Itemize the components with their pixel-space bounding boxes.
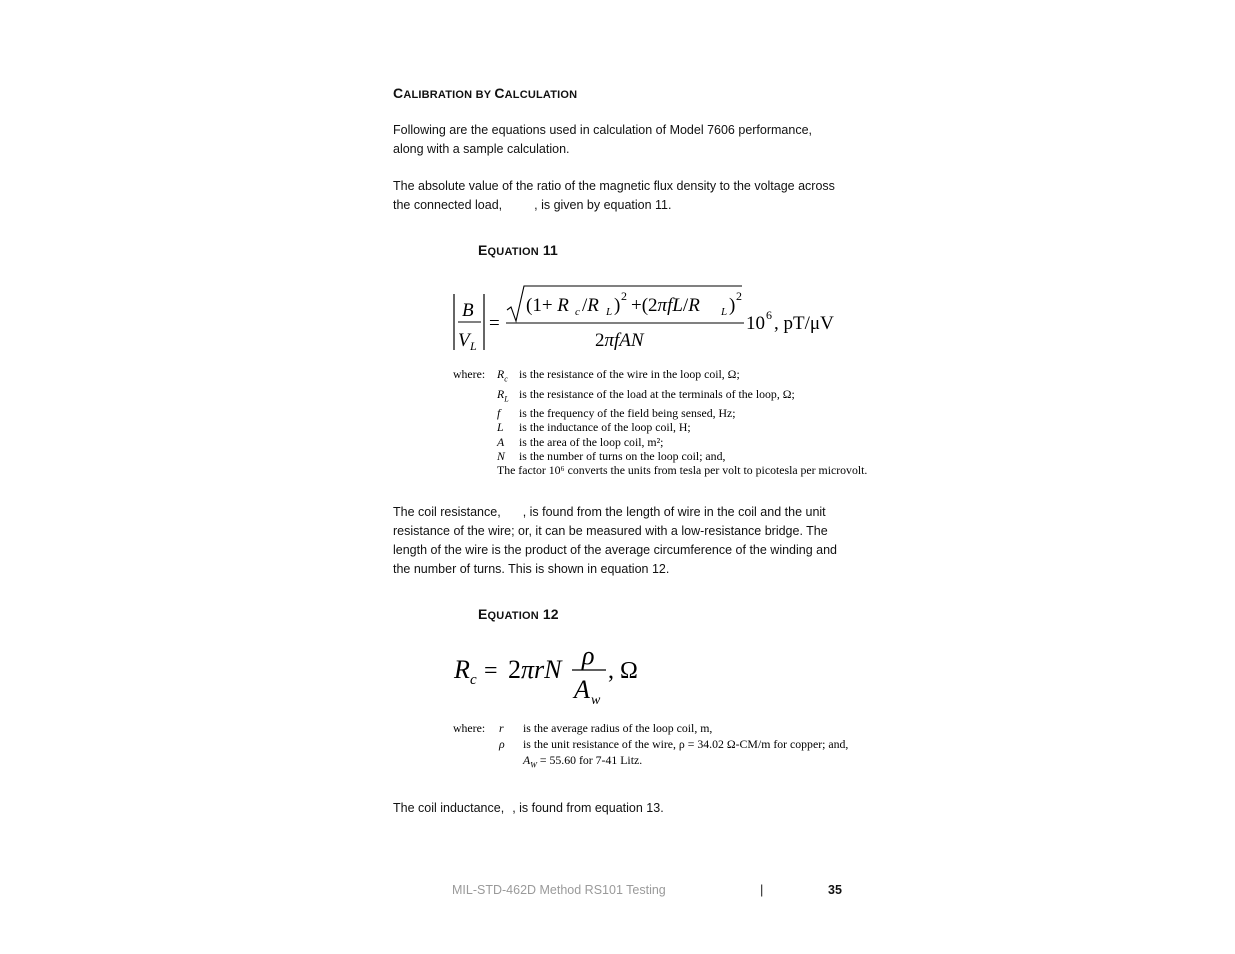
- definition-row: $R_L$ is the resistance of the load at the terminals of the loop, Ω;: [497, 386, 795, 403]
- equation-12-units: , Ω: [608, 658, 638, 684]
- svg-text:L: L: [606, 306, 613, 318]
- coil-resistance-paragraph: The coil resistance, , is found from the length of wire in the coil and the unit resistance of the wire; or, it can be measured with a low-resistance bridge. The length of the wire is the product of the average circumference of the winding and the number of turns. This is shown in equation 12.: [393, 505, 838, 576]
- page-number: 35: [828, 883, 842, 897]
- definition-row: where: $R_c$ is the resistance of the wire in the loop coil, Ω;: [453, 367, 740, 384]
- svg-text:R: R: [454, 655, 470, 684]
- ratio-paragraph-line1: The absolute value of the ratio of the magnetic flux density to the voltage across: [393, 179, 835, 193]
- svg-text:2πrN: 2πrN: [508, 655, 562, 684]
- svg-text:+(2πfL/R: +(2πfL/R: [631, 295, 700, 316]
- svg-text:B: B: [462, 300, 474, 321]
- definition-row: f is the frequency of the field being sensed, Hz;: [497, 406, 736, 421]
- svg-text:=: =: [484, 658, 498, 684]
- coil-inductance-paragraph: The coil inductance, , is found from equation 13.: [393, 801, 664, 815]
- svg-text:2πfAN: 2πfAN: [595, 330, 644, 351]
- factor-note: The factor 10⁶ converts the units from tesla per volt to picotesla per microvolt.: [497, 462, 868, 477]
- svg-text:V: V: [458, 330, 470, 351]
- section-heading: CALIBRATION BY CALCULATION: [393, 85, 578, 101]
- definition-row: L is the inductance of the loop coil, H;: [497, 420, 691, 435]
- intro-paragraph: Following are the equations used in calculation of Model 7606 performance, along with a sample calculation.: [393, 123, 813, 156]
- footer-separator: |: [760, 882, 764, 897]
- aw-line: $A_W$ = 55.60 for 7-41 Litz.: [523, 753, 643, 770]
- footer-title: MIL-STD-462D Method RS101 Testing: [452, 883, 666, 897]
- equation-11-definitions: [453, 367, 867, 477]
- definition-row: A is the area of the loop coil, m²;: [497, 434, 664, 449]
- svg-text:10: 10: [746, 313, 765, 334]
- svg-text:=: =: [489, 313, 500, 334]
- definition-row: ρ is the unit resistance of the wire, ρ = 34.02 Ω-CM/m for copper; and,: [499, 737, 849, 751]
- definition-row: where: r is the average radius of the loop coil, m,: [453, 721, 713, 735]
- definition-row: N is the number of turns on the loop coil; and,: [497, 448, 726, 463]
- ratio-paragraph: [393, 177, 853, 215]
- svg-text:2: 2: [621, 289, 627, 303]
- svg-text:A: A: [574, 675, 590, 704]
- equation-12-heading: EQUATION 12: [478, 606, 559, 622]
- equation-11-units: , pT/μV: [774, 313, 834, 334]
- equation-11-heading: EQUATION 11: [478, 242, 559, 258]
- equation-12-definitions: [453, 720, 848, 773]
- svg-text:ρ: ρ: [582, 641, 595, 670]
- svg-text:c: c: [575, 306, 580, 318]
- svg-text:/R: /R: [582, 295, 599, 316]
- svg-text:L: L: [721, 306, 728, 318]
- svg-text:w: w: [591, 693, 601, 708]
- equation-12-formula: [450, 638, 670, 712]
- svg-text:c: c: [470, 672, 477, 688]
- ratio-paragraph-line2: the connected load, , is given by equation 11.: [393, 198, 672, 212]
- equation-11-formula: [448, 278, 858, 358]
- svg-text:2: 2: [736, 289, 742, 303]
- svg-text:): ): [729, 295, 736, 316]
- svg-text:6: 6: [766, 308, 772, 322]
- svg-text:(1+ R: (1+ R: [526, 295, 569, 316]
- svg-text:L: L: [470, 339, 477, 353]
- svg-text:): ): [614, 295, 621, 316]
